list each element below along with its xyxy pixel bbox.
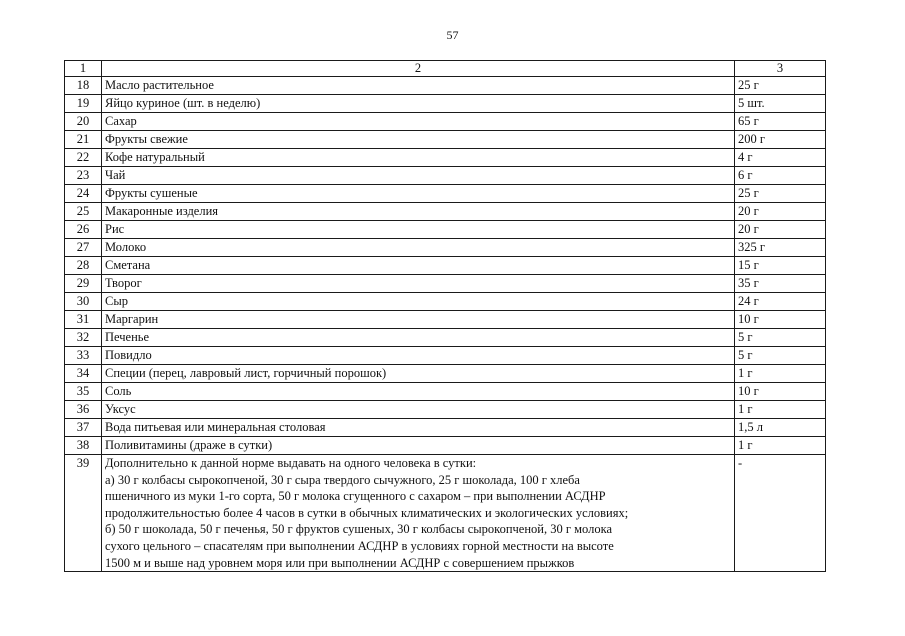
row-amount-cell: 200 г xyxy=(735,131,826,149)
row-name-cell: Печенье xyxy=(102,329,735,347)
row-amount-cell: 24 г xyxy=(735,293,826,311)
row-number-cell: 20 xyxy=(65,113,102,131)
additional-norm-line: б) 50 г шоколада, 50 г печенья, 50 г фруктов сушеных, 30 г колбасы сырокопченой, 30 г молока xyxy=(105,522,613,537)
row-name-cell: Сахар xyxy=(102,113,735,131)
row-amount-cell: 5 г xyxy=(735,347,826,365)
row-name-cell: Фрукты свежие xyxy=(102,131,735,149)
table-row xyxy=(65,293,826,311)
additional-norm-line: 1500 м и выше над уровнем моря или при выполнении АСДНР с совершением прыжков xyxy=(105,555,575,570)
row-number-cell: 21 xyxy=(65,131,102,149)
row-amount-cell: 25 г xyxy=(735,185,826,203)
page-number: 57 xyxy=(446,28,459,42)
row-number-cell: 27 xyxy=(65,239,102,257)
row-number-cell: 33 xyxy=(65,347,102,365)
table-row xyxy=(65,185,826,203)
row-name-cell: Рис xyxy=(102,221,735,239)
additional-norm-line: сухого цельного – спасателям при выполнении АСДНР в условиях горной местности на высоте xyxy=(105,538,614,553)
row-number-cell: 32 xyxy=(65,329,102,347)
row-name-cell: Творог xyxy=(102,275,735,293)
row-name-cell: Сметана xyxy=(102,257,735,275)
table-row xyxy=(65,257,826,275)
row-amount-cell: 1 г xyxy=(735,437,826,455)
table-row xyxy=(65,383,826,401)
table-row xyxy=(65,347,826,365)
row-amount-cell: 5 шт. xyxy=(735,95,826,113)
row-number-cell: 34 xyxy=(65,365,102,383)
row-amount-cell: 4 г xyxy=(735,149,826,167)
row-name-cell: Яйцо куриное (шт. в неделю) xyxy=(102,95,735,113)
header-cell-name: 2 xyxy=(102,61,735,77)
row-number-cell: 28 xyxy=(65,257,102,275)
row-number-cell: 29 xyxy=(65,275,102,293)
row-amount-cell: 5 г xyxy=(735,329,826,347)
table-row xyxy=(65,329,826,347)
header-cell-amount: 3 xyxy=(735,61,826,77)
row-number-cell: 25 xyxy=(65,203,102,221)
table-row xyxy=(65,77,826,95)
row-amount-cell: 35 г xyxy=(735,275,826,293)
row-amount-cell: 20 г xyxy=(735,221,826,239)
row-name-cell: Специи (перец, лавровый лист, горчичный порошок) xyxy=(102,365,735,383)
header-cell-number: 1 xyxy=(65,61,102,77)
row-name-cell: Повидло xyxy=(102,347,735,365)
row-number-cell: 23 xyxy=(65,167,102,185)
row-amount-cell: 10 г xyxy=(735,383,826,401)
table-row xyxy=(65,113,826,131)
row-name-cell: Поливитамины (драже в сутки) xyxy=(102,437,735,455)
row-amount-cell: 1,5 л xyxy=(735,419,826,437)
additional-norm-line: продолжительностью более 4 часов в сутки в обычных климатических и экологических условиях; xyxy=(105,505,629,520)
row-name-cell: Вода питьевая или минеральная столовая xyxy=(102,419,735,437)
table-row xyxy=(65,131,826,149)
row-name-cell: Соль xyxy=(102,383,735,401)
row-name-cell: Фрукты сушеные xyxy=(102,185,735,203)
row-name-cell: Молоко xyxy=(102,239,735,257)
row-name-cell: Маргарин xyxy=(102,311,735,329)
additional-norm-line: пшеничного из муки 1-го сорта, 50 г молока сгущенного с сахаром – при выполнении АСДНР xyxy=(105,489,606,504)
row-number-cell: 22 xyxy=(65,149,102,167)
row-number-cell: 24 xyxy=(65,185,102,203)
table-row xyxy=(65,437,826,455)
table-row xyxy=(65,311,826,329)
row-name-cell: Уксус xyxy=(102,401,735,419)
row-amount-cell: 6 г xyxy=(735,167,826,185)
row-number-cell: 38 xyxy=(65,437,102,455)
row-amount-cell: - xyxy=(735,455,826,572)
additional-norm-line: а) 30 г колбасы сырокопченой, 30 г сыра твердого сычужного, 25 г шоколада, 100 г хлеба xyxy=(105,472,580,487)
row-number-cell: 37 xyxy=(65,419,102,437)
additional-norm-line: Дополнительно к данной норме выдавать на одного человека в сутки: xyxy=(105,456,477,470)
table-row-additional-norm xyxy=(65,455,826,572)
row-number-cell: 35 xyxy=(65,383,102,401)
row-number-cell: 18 xyxy=(65,77,102,95)
norms-table-body xyxy=(65,61,826,572)
row-amount-cell: 65 г xyxy=(735,113,826,131)
table-row xyxy=(65,275,826,293)
row-name-cell: Чай xyxy=(102,167,735,185)
row-number-cell: 31 xyxy=(65,311,102,329)
norms-table xyxy=(64,60,826,572)
additional-norm-text-cell xyxy=(102,455,735,572)
row-number-cell: 36 xyxy=(65,401,102,419)
row-name-cell: Кофе натуральный xyxy=(102,149,735,167)
row-amount-cell: 1 г xyxy=(735,365,826,383)
table-row xyxy=(65,149,826,167)
row-number-cell: 26 xyxy=(65,221,102,239)
row-amount-cell: 25 г xyxy=(735,77,826,95)
row-name-cell: Масло растительное xyxy=(102,77,735,95)
row-amount-cell: 20 г xyxy=(735,203,826,221)
row-amount-cell: 325 г xyxy=(735,239,826,257)
table-header-row xyxy=(65,61,826,77)
table-row xyxy=(65,221,826,239)
table-row xyxy=(65,167,826,185)
table-row xyxy=(65,365,826,383)
row-number-cell: 39 xyxy=(65,455,102,572)
row-name-cell: Макаронные изделия xyxy=(102,203,735,221)
row-name-cell: Сыр xyxy=(102,293,735,311)
table-row xyxy=(65,419,826,437)
row-number-cell: 19 xyxy=(65,95,102,113)
table-row xyxy=(65,95,826,113)
row-amount-cell: 15 г xyxy=(735,257,826,275)
row-number-cell: 30 xyxy=(65,293,102,311)
row-amount-cell: 10 г xyxy=(735,311,826,329)
table-row xyxy=(65,239,826,257)
table-row xyxy=(65,401,826,419)
table-row xyxy=(65,203,826,221)
row-amount-cell: 1 г xyxy=(735,401,826,419)
